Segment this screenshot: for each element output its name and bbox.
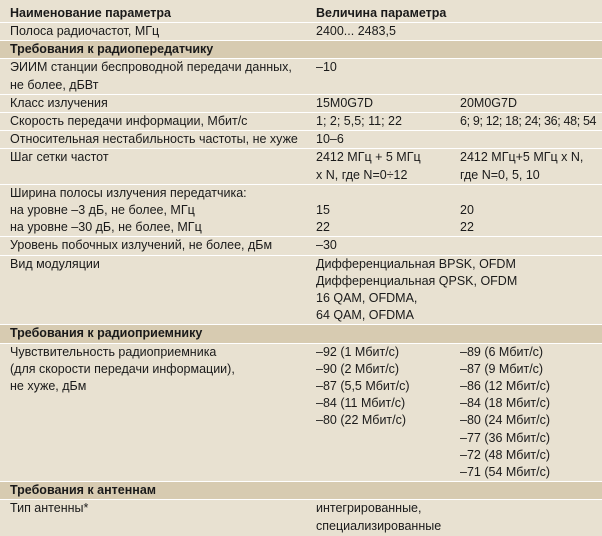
param-value-1 xyxy=(306,184,454,237)
param-name-line: на уровне –30 дБ, не более, МГц xyxy=(10,220,202,235)
param-name: Скорость передачи информации, Мбит/с xyxy=(0,113,306,131)
param-value-1 xyxy=(306,149,454,184)
value-line: –84 (18 Мбит/с) xyxy=(460,396,551,411)
table-row xyxy=(0,184,602,237)
value-line: 22 xyxy=(460,220,474,235)
param-name-line: ЭИИМ станции беспроводной передачи данных, xyxy=(10,60,292,75)
table-row xyxy=(0,113,602,131)
param-value-1 xyxy=(306,343,454,482)
value-line: 22 xyxy=(316,220,330,235)
value-line: –87 (9 Мбит/с) xyxy=(460,361,544,376)
param-value: –10 xyxy=(306,59,602,94)
param-name xyxy=(0,184,306,237)
param-name: Уровень побочных излучений, не более, дБм xyxy=(0,237,306,255)
value-line: Дифференциальная BPSK, OFDM xyxy=(316,256,516,271)
param-name xyxy=(0,59,306,94)
table-row xyxy=(0,131,602,149)
header-parameter-value: Величина параметра xyxy=(306,0,602,23)
table-row xyxy=(0,149,602,184)
param-value-2: 6; 9; 12; 18; 24; 36; 48; 54 xyxy=(454,113,602,131)
value-line: –80 (24 Мбит/с) xyxy=(460,413,551,428)
value-line: специализированные xyxy=(316,518,442,533)
value-line: где N=0, 5, 10 xyxy=(460,167,540,182)
table-row xyxy=(0,94,602,112)
param-name-line: на уровне –3 дБ, не более, МГц xyxy=(10,203,195,218)
table-row xyxy=(0,23,602,41)
table-row xyxy=(0,500,602,535)
table-row xyxy=(0,255,602,325)
value-line: 64 QAM, OFDMA xyxy=(316,308,414,323)
param-value: –30 xyxy=(306,237,602,255)
param-name-line: Чувствительность радиоприемника xyxy=(10,344,217,359)
table-row xyxy=(0,237,602,255)
table-row xyxy=(0,59,602,94)
param-value: 2400... 2483,5 xyxy=(306,23,602,41)
section-header xyxy=(0,41,602,59)
value-line: –92 (1 Мбит/с) xyxy=(316,344,400,359)
value-line: 16 QAM, OFDMA, xyxy=(316,291,418,306)
param-value: 10–6 xyxy=(306,131,602,149)
value-line: –77 (36 Мбит/с) xyxy=(460,430,551,445)
param-name-line: не хуже, дБм xyxy=(10,379,87,394)
param-name: Тип антенны* xyxy=(10,501,89,516)
param-name: Вид модуляции xyxy=(0,255,306,325)
value-line: –84 (11 Мбит/с) xyxy=(316,396,406,411)
header-parameter-name: Наименование параметра xyxy=(0,0,306,23)
section-title: Требования к антеннам xyxy=(0,482,602,500)
param-value-1: 15M0G7D xyxy=(306,94,454,112)
param-name: Шаг сетки частот xyxy=(0,149,306,184)
param-value-2: 20M0G7D xyxy=(454,94,602,112)
value-line: 2412 МГц + 5 МГц xyxy=(316,150,421,165)
param-value xyxy=(306,500,602,535)
value-line: 15 xyxy=(316,203,330,218)
param-value-2 xyxy=(454,343,602,482)
value-line: –86 (12 Мбит/с) xyxy=(460,379,551,394)
param-value-2 xyxy=(454,149,602,184)
value-line: –87 (5,5 Мбит/с) xyxy=(316,379,410,394)
section-title: Требования к радиоприемнику xyxy=(0,325,602,343)
table-row xyxy=(0,343,602,482)
section-header xyxy=(0,482,602,500)
param-value-2 xyxy=(454,184,602,237)
value-line: Дифференциальная QPSK, OFDM xyxy=(316,273,518,288)
section-title: Требования к радиопередатчику xyxy=(0,41,602,59)
value-line: x N, где N=0÷12 xyxy=(316,167,408,182)
param-name-line: Ширина полосы излучения передатчика: xyxy=(10,185,247,200)
value-line: –80 (22 Мбит/с) xyxy=(316,413,407,428)
value-line: интегрированные, xyxy=(316,501,422,516)
param-name-line: (для скорости передачи информации), xyxy=(10,361,235,376)
value-line: –90 (2 Мбит/с) xyxy=(316,361,400,376)
param-name xyxy=(0,343,306,482)
value-line: –72 (48 Мбит/с) xyxy=(460,447,551,462)
value-line: 20 xyxy=(460,203,474,218)
value-line: 2412 МГц+5 МГц x N, xyxy=(460,150,584,165)
param-name: Относительная нестабильность частоты, не хуже xyxy=(0,131,306,149)
param-value xyxy=(306,255,602,325)
section-header xyxy=(0,325,602,343)
value-line: –89 (6 Мбит/с) xyxy=(460,344,544,359)
param-name: Класс излучения xyxy=(0,94,306,112)
table-header xyxy=(0,0,602,23)
param-value-1: 1; 2; 5,5; 11; 22 xyxy=(306,113,454,131)
param-name-line: не более, дБВт xyxy=(10,77,99,92)
param-name: Полоса радиочастот, МГц xyxy=(0,23,306,41)
value-line: –71 (54 Мбит/с) xyxy=(460,465,551,480)
